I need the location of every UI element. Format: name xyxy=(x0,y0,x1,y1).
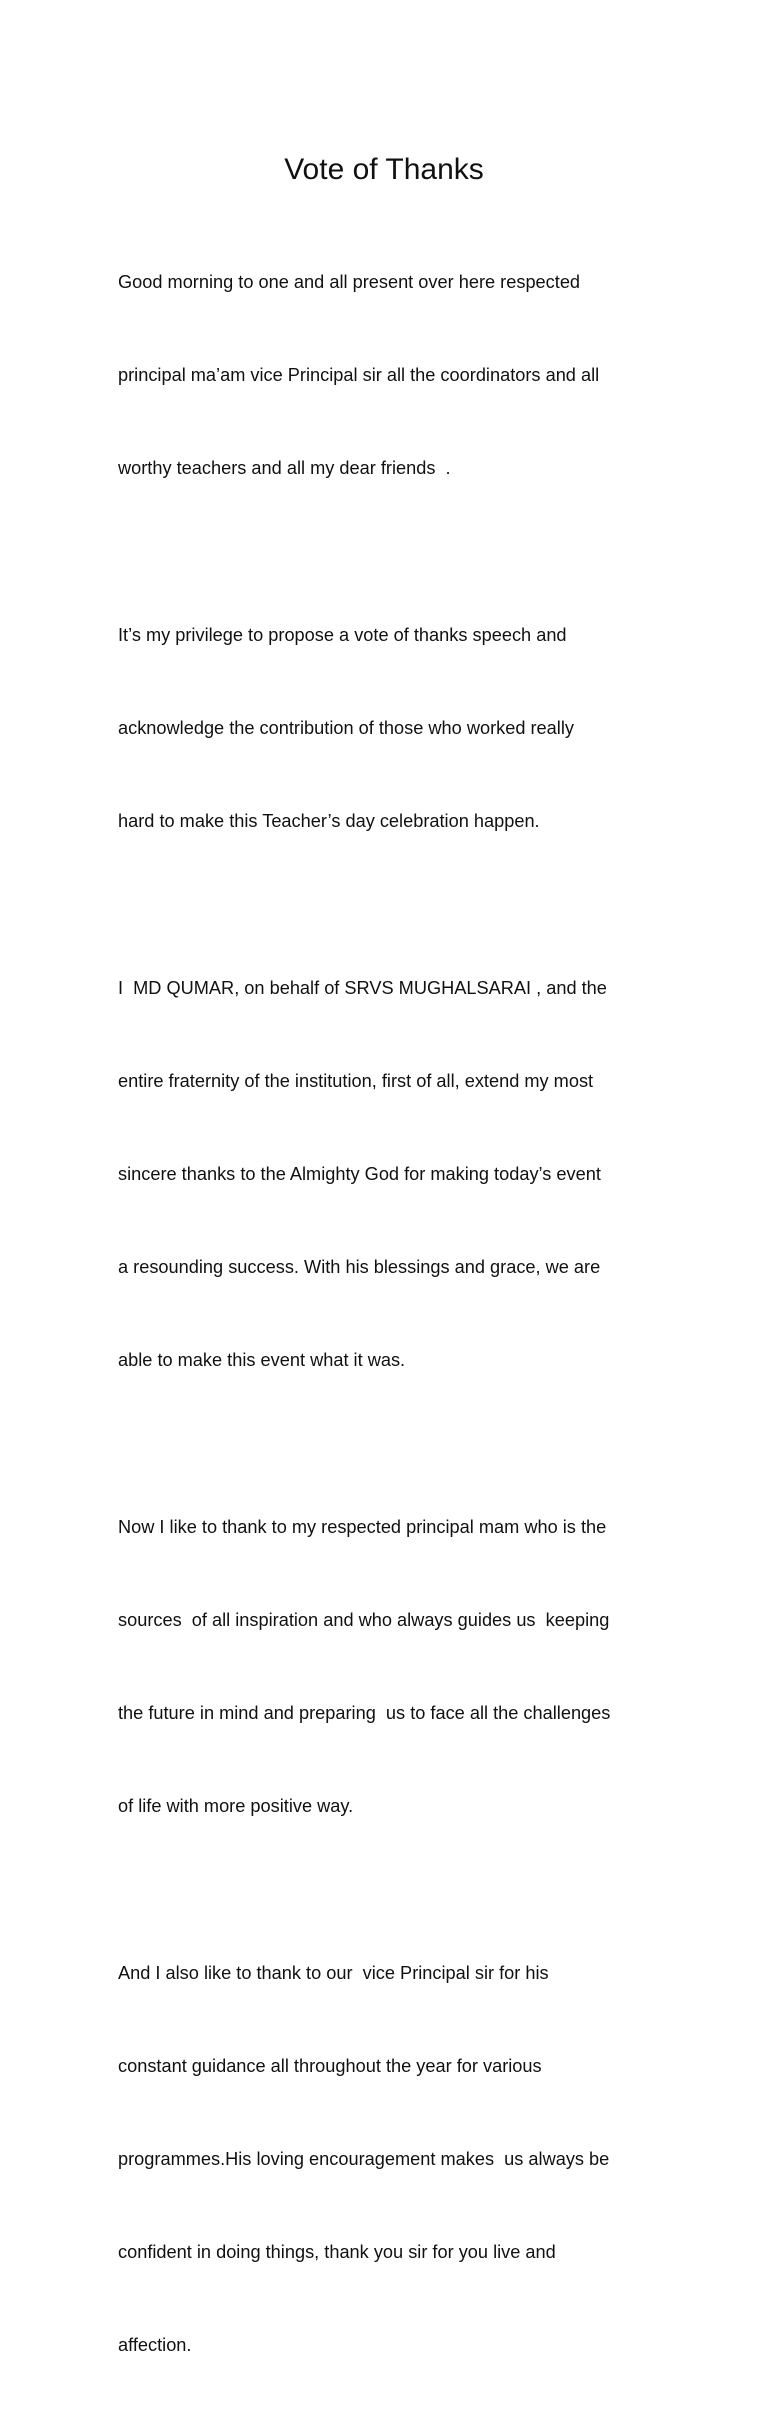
paragraph-behalf xyxy=(118,911,658,1438)
paragraph-line: constant guidance all throughout the year for various xyxy=(118,2056,542,2076)
paragraph-line: affection. xyxy=(118,2335,192,2355)
paragraph-principal xyxy=(118,1450,658,1884)
paragraph-line: hard to make this Teacher’s day celebration happen. xyxy=(118,811,540,831)
paragraph-line: entire fraternity of the institution, first of all, extend my most xyxy=(118,1071,594,1091)
paragraph-line: the future in mind and preparing us to face all the challenges xyxy=(118,1703,611,1723)
paragraph-line: worthy teachers and all my dear friends . xyxy=(118,458,451,478)
paragraph-line: Good morning to one and all present over here respected xyxy=(118,272,581,292)
paragraph-line: acknowledge the contribution of those who worked really xyxy=(118,718,574,738)
paragraph-line: programmes.His loving encouragement makes us always be xyxy=(118,2149,610,2169)
paragraph-line: of life with more positive way. xyxy=(118,1796,354,1816)
paragraph-line: It’s my privilege to propose a vote of thanks speech and xyxy=(118,625,567,645)
paragraph-line: I MD QUMAR, on behalf of SRVS MUGHALSARAI , and the xyxy=(118,978,607,998)
paragraph-vice-principal xyxy=(118,1896,658,2423)
paragraph-line: And I also like to thank to our vice Principal sir for his xyxy=(118,1963,549,1983)
speech-body xyxy=(118,205,658,2435)
paragraph-line: Now I like to thank to my respected principal mam who is the xyxy=(118,1517,607,1537)
paragraph-greeting xyxy=(118,205,658,546)
paragraph-line: sources of all inspiration and who always guides us keeping xyxy=(118,1610,610,1630)
paragraph-line: confident in doing things, thank you sir for you live and xyxy=(118,2242,556,2262)
paragraph-privilege xyxy=(118,558,658,899)
page-title: Vote of Thanks xyxy=(284,153,484,186)
paragraph-line: a resounding success. With his blessings and grace, we are xyxy=(118,1257,601,1277)
paragraph-line: principal ma’am vice Principal sir all the coordinators and all xyxy=(118,365,600,385)
paragraph-line: sincere thanks to the Almighty God for making today’s event xyxy=(118,1164,601,1184)
paragraph-line: able to make this event what it was. xyxy=(118,1350,406,1370)
